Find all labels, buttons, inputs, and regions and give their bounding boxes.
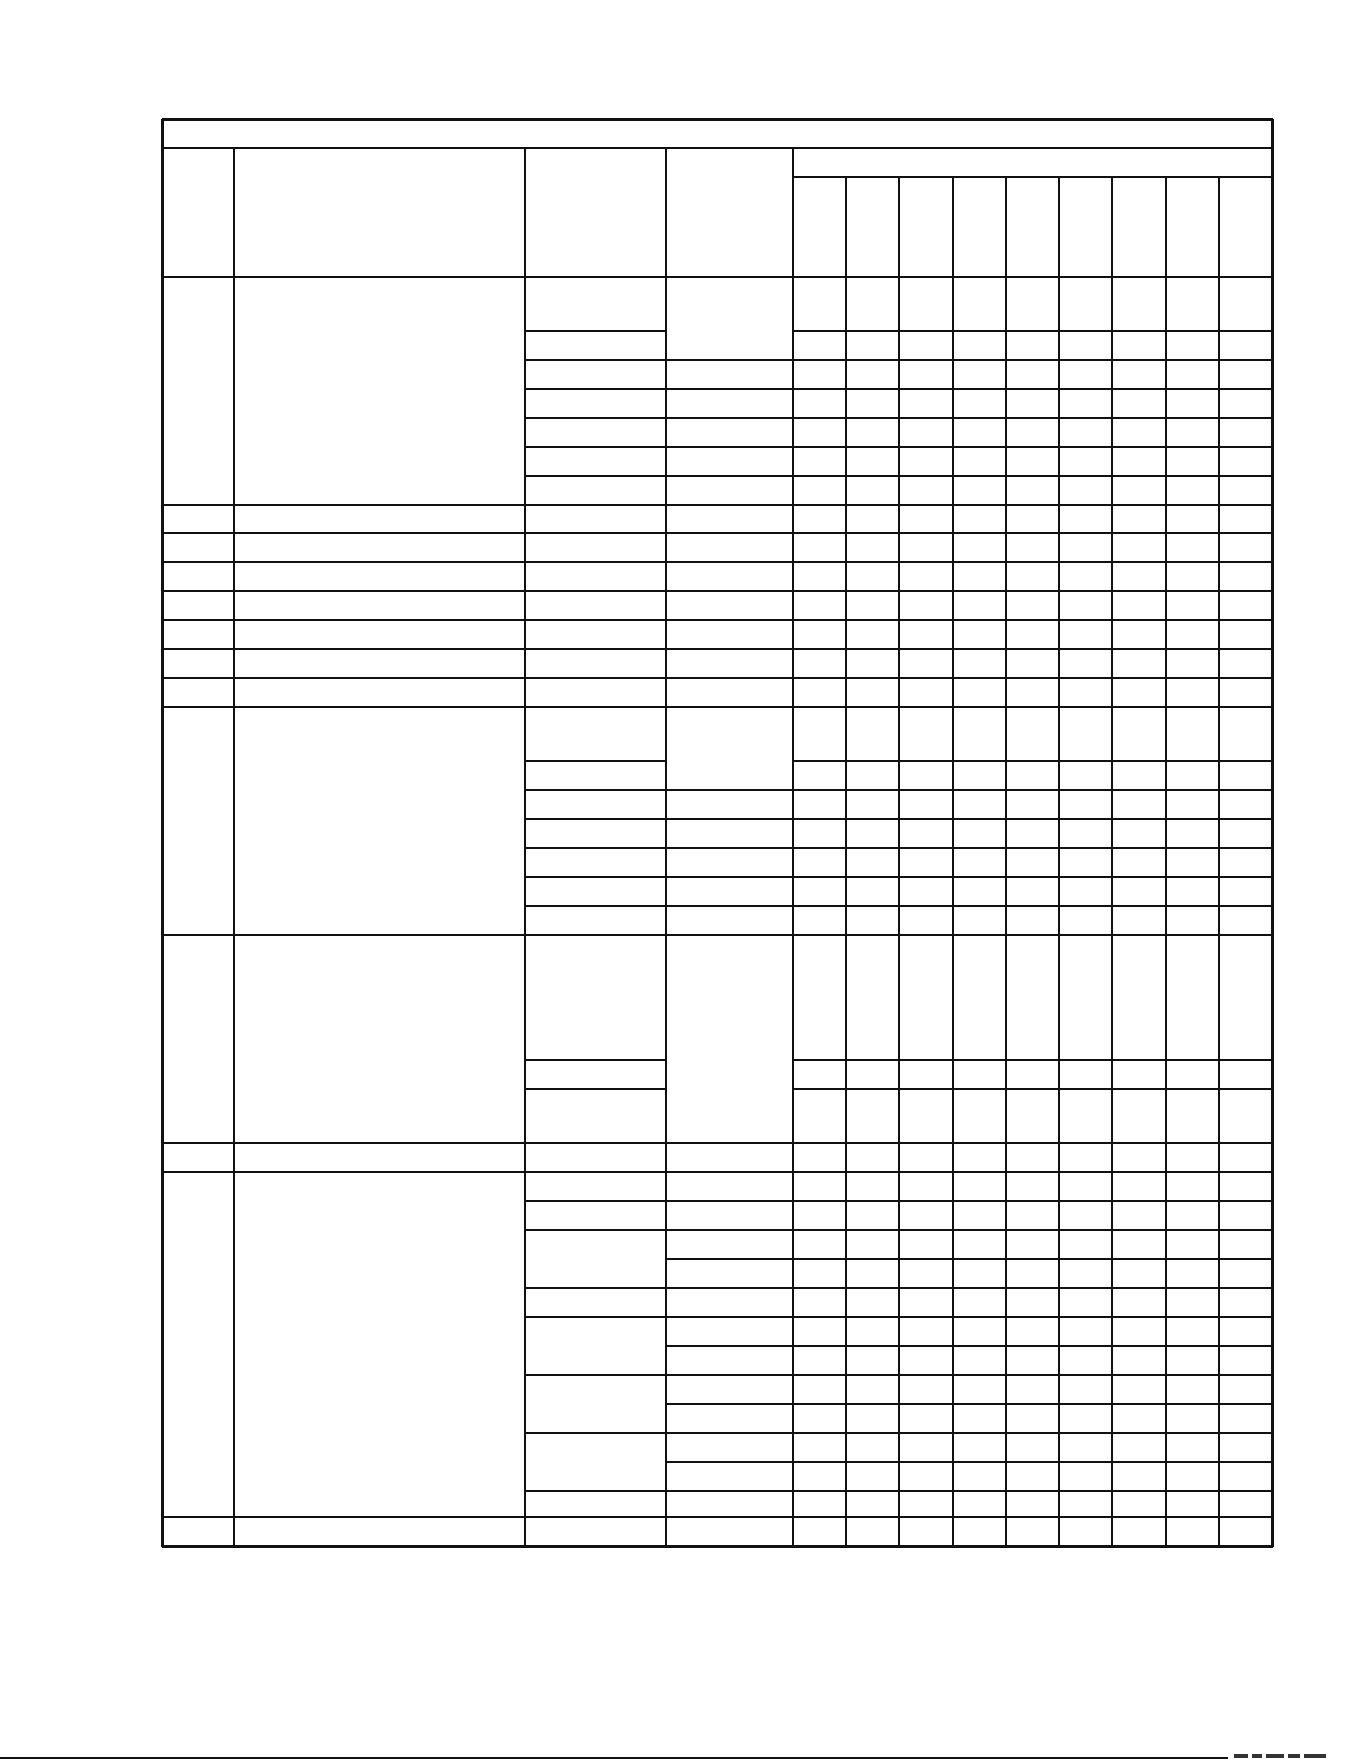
- row-rule: [525, 1432, 1272, 1434]
- row-rule: [525, 818, 1272, 820]
- row-rule: [525, 1059, 666, 1061]
- row-rule: [793, 330, 1272, 332]
- row-rule: [525, 446, 1272, 448]
- table-border-left: [161, 119, 164, 1547]
- row-rule: [793, 1088, 1272, 1090]
- row-rule: [162, 532, 1272, 534]
- row-rule: [525, 1088, 666, 1090]
- row-rule: [666, 1345, 1272, 1347]
- row-rule: [525, 760, 666, 762]
- row-rule: [525, 1287, 1272, 1289]
- sub-column-rule: [1005, 177, 1007, 1546]
- row-rule: [525, 388, 1272, 390]
- row-rule: [162, 504, 1272, 506]
- row-rule: [525, 1316, 1272, 1318]
- row-rule: [162, 619, 1272, 621]
- row-rule: [162, 934, 1272, 936]
- sub-column-rule: [845, 177, 847, 1546]
- sub-column-rule: [1058, 177, 1060, 1546]
- table-border-top: [162, 118, 1273, 121]
- row-rule: [162, 1171, 1272, 1173]
- row-rule: [793, 1059, 1272, 1061]
- row-rule: [525, 1490, 1272, 1492]
- row-rule: [793, 760, 1272, 762]
- footer-rule: [0, 1757, 1228, 1759]
- row-rule: [525, 359, 1272, 361]
- row-rule: [525, 905, 1272, 907]
- row-rule: [525, 475, 1272, 477]
- column-rule: [233, 148, 235, 1546]
- form-title-bar: [162, 119, 1272, 148]
- row-rule: [162, 677, 1272, 679]
- header-group-rule: [793, 176, 1272, 178]
- row-rule: [666, 1461, 1272, 1463]
- sub-column-rule: [1218, 177, 1220, 1546]
- header-rule: [162, 276, 1272, 278]
- row-rule: [525, 330, 666, 332]
- row-rule: [162, 648, 1272, 650]
- row-rule: [666, 1403, 1272, 1405]
- row-rule: [525, 876, 1272, 878]
- footer-mark: [1234, 1754, 1354, 1761]
- row-rule: [525, 1200, 1272, 1202]
- title-row-rule: [162, 147, 1272, 149]
- sub-column-rule: [1111, 177, 1113, 1546]
- sub-column-rule: [898, 177, 900, 1546]
- row-rule: [162, 590, 1272, 592]
- row-rule: [162, 706, 1272, 708]
- table-border-right: [1271, 119, 1274, 1547]
- sub-column-rule: [1165, 177, 1167, 1546]
- row-rule: [666, 1258, 1272, 1260]
- row-rule: [525, 1374, 1272, 1376]
- row-rule: [162, 1516, 1272, 1518]
- row-rule: [525, 1229, 1272, 1231]
- row-rule: [162, 561, 1272, 563]
- row-rule: [525, 847, 1272, 849]
- row-rule: [162, 1142, 1272, 1144]
- sub-column-rule: [952, 177, 954, 1546]
- row-rule: [525, 789, 1272, 791]
- row-rule: [525, 417, 1272, 419]
- table-border-bottom: [162, 1545, 1273, 1548]
